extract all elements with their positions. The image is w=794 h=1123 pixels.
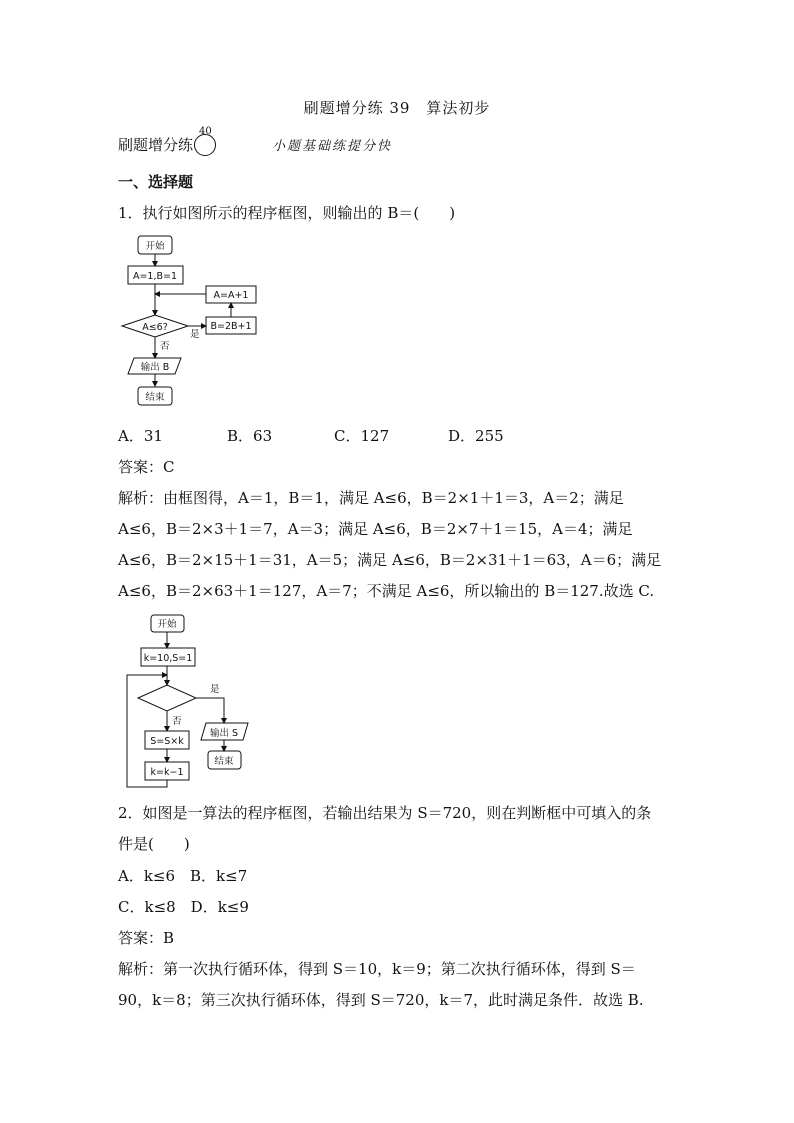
- q1-analysis-line: A≤6，B＝2×15＋1＝31，A＝5；满足 A≤6，B＝2×31＋1＝63，A＝6；满足: [118, 551, 662, 569]
- q2-stem-line: 2．如图是一算法的程序框图，若输出结果为 S＝720，则在判断框中可填入的条: [118, 804, 652, 822]
- q2-start-label: 开始: [157, 619, 177, 630]
- q1-yes-label: 是: [190, 329, 200, 340]
- q1-init-label: A=1,B=1: [132, 271, 178, 282]
- q1-analysis-line: A≤6，B＝2×3＋1＝7，A＝3；满足 A≤6，B＝2×7＋1＝15，A＝4；满足: [118, 520, 633, 538]
- q1-option-b: B．63: [227, 427, 273, 445]
- q1-update-a-label: A=A+1: [213, 290, 249, 301]
- q2-end-label: 结束: [214, 756, 234, 767]
- page-title: 刷题增分练 39 算法初步: [303, 99, 491, 117]
- q2-output-label: 输出 S: [209, 728, 239, 739]
- q2-answer: 答案：B: [118, 929, 175, 947]
- q2-analysis-line: 解析：第一次执行循环体，得到 S＝10，k＝9；第二次执行循环体，得到 S＝: [118, 960, 636, 978]
- q2-flowchart: [120, 610, 280, 792]
- q1-analysis-line: 解析：由框图得，A＝1，B＝1，满足 A≤6，B＝2×1＋1＝3，A＝2；满足: [118, 489, 624, 507]
- q1-flowchart: [110, 228, 290, 413]
- q2-analysis-line: 90，k＝8；第三次执行循环体，得到 S＝720，k＝7，此时满足条件．故选 B.: [118, 991, 644, 1009]
- q1-output-label: 输出 B: [140, 362, 170, 373]
- q2-options-line: C．k≤8 D．k≤9: [118, 898, 249, 916]
- section-heading: 一、选择题: [118, 173, 194, 191]
- header-label-text: 刷题增分练: [118, 136, 194, 154]
- q2-update-k-label: k=k−1: [150, 767, 184, 778]
- circle-number: 40: [199, 126, 212, 137]
- q1-option-d: D．255: [448, 427, 504, 445]
- header-label: [118, 126, 216, 156]
- q2-update-s-label: S=S×k: [150, 736, 184, 747]
- q2-options-line: A．k≤6 B．k≤7: [118, 867, 248, 885]
- q1-analysis-line: A≤6，B＝2×63＋1＝127，A＝7；不满足 A≤6，所以输出的 B＝127.故选 C.: [118, 582, 655, 600]
- q1-option-a: A．31: [118, 427, 163, 445]
- q2-init-label: k=10,S=1: [143, 653, 193, 664]
- q1-start-label: 开始: [145, 241, 165, 252]
- q1-stem: 1．执行如图所示的程序框图，则输出的 B＝( ): [118, 204, 456, 222]
- q1-end-label: 结束: [145, 392, 165, 403]
- q2-no-label: 否: [172, 716, 182, 727]
- q1-update-b-label: B=2B+1: [210, 321, 252, 332]
- header-slogan: 小题基础练提分快: [272, 139, 393, 154]
- q2-stem-line: 件是( ): [118, 835, 190, 853]
- q2-yes-label: 是: [210, 684, 220, 695]
- number-circle: [194, 126, 216, 156]
- q1-answer: 答案：C: [118, 458, 175, 476]
- q2-cond-diamond: [138, 685, 196, 711]
- q1-cond-label: A≤6?: [142, 322, 168, 333]
- q1-no-label: 否: [160, 341, 170, 352]
- q1-option-c: C．127: [334, 427, 390, 445]
